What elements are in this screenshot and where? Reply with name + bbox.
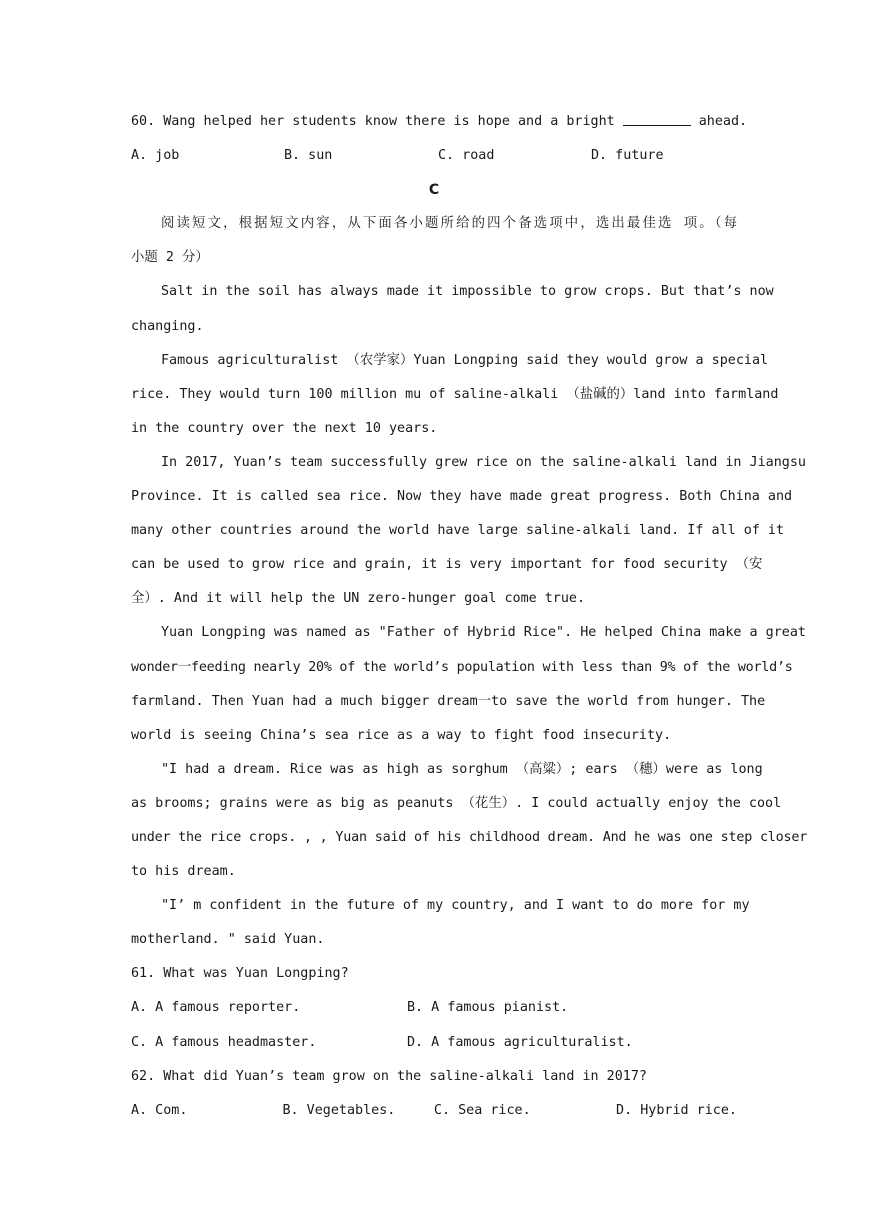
section-title: C [428,182,440,199]
passage-line: farmland. Then Yuan had a much bigger dream一to save the world from hunger. The [131,693,766,709]
question-61-options-row-2 [131,1026,737,1060]
passage-line: changing. [131,318,204,334]
passage-line: "I’ m confident in the future of my country, and I want to do more for my [161,898,750,914]
passage-line: rice. They would turn 100 million mu of saline-alkali （盐碱的）land into farmland [131,386,779,402]
passage-line: world is seeing China’s sea rice as a way to fight food insecurity. [131,727,672,743]
option-c: C. road [438,148,495,164]
option-d: D. Hybrid rice. [616,1102,737,1118]
option-a: A. job [131,148,180,164]
instructions-line: 小题 2 分） [131,250,209,266]
question-60-stem-text: 60. Wang helped her students know there is hope and a bright [131,114,615,129]
option-d: D. future [591,148,664,164]
passage-line: Yuan Longping was named as "Father of Hybrid Rice". He helped China make a great [161,625,806,641]
question-61-stem: 61. What was Yuan Longping? [131,966,349,982]
question-60-stem-end: ahead. [698,114,748,129]
passage-line: Province. It is called sea rice. Now they have made great progress. Both China and [131,489,793,505]
question-61-options-row-1 [131,991,737,1025]
option-b: B. Vegetables. [282,1102,396,1118]
document-page [131,105,808,1128]
passage-line: in the country over the next 10 years. [131,420,438,436]
option-c: C. Sea rice. [433,1102,531,1118]
passage-line: under the rice crops. , , Yuan said of his childhood dream. And he was one step closer [131,829,808,845]
answer-blank [623,111,691,126]
option-d: D. A famous agriculturalist. [407,1034,633,1050]
passage-line: many other countries around the world have large saline-alkali land. If all of it [131,523,785,539]
option-a: A. A famous reporter. [131,1000,301,1016]
passage-line: In 2017, Yuan’s team successfully grew rice on the saline-alkali land in Jiangsu [161,454,806,470]
question-60-options [131,139,737,173]
passage-line: wonder一feeding nearly 20% of the world’s population with less than 9% of the world’s [131,659,793,675]
question-60-stem [131,105,748,139]
option-b: B. A famous pianist. [407,1000,569,1016]
passage-line: 全）. And it will help the UN zero-hunger goal come true. [131,591,586,607]
question-62-options [131,1094,737,1128]
passage-line: motherland. " said Yuan. [131,932,325,948]
option-c: C. A famous headmaster. [131,1034,317,1050]
option-a: A. Com. [131,1102,188,1118]
question-62-stem: 62. What did Yuan’s team grow on the saline-alkali land in 2017? [131,1068,647,1084]
passage-line: Salt in the soil has always made it impossible to grow crops. But that’s now [161,284,774,300]
instructions-line: 阅读短文，根据短文内容，从下面各小题所给的四个备选项中，选出最佳选 项。（每 [161,216,737,232]
passage-line: Famous agriculturalist （农学家）Yuan Longping said they would grow a special [161,352,769,368]
passage-line: can be used to grow rice and grain, it is very important for food security （安 [131,557,763,573]
option-b: B. sun [284,148,333,164]
passage-line: as brooms; grains were as big as peanuts （花生）. I could actually enjoy the cool [131,795,782,811]
passage-line: to his dream. [131,864,236,880]
passage-line: "I had a dream. Rice was as high as sorghum （高粱）; ears （穗）were as long [161,761,763,777]
